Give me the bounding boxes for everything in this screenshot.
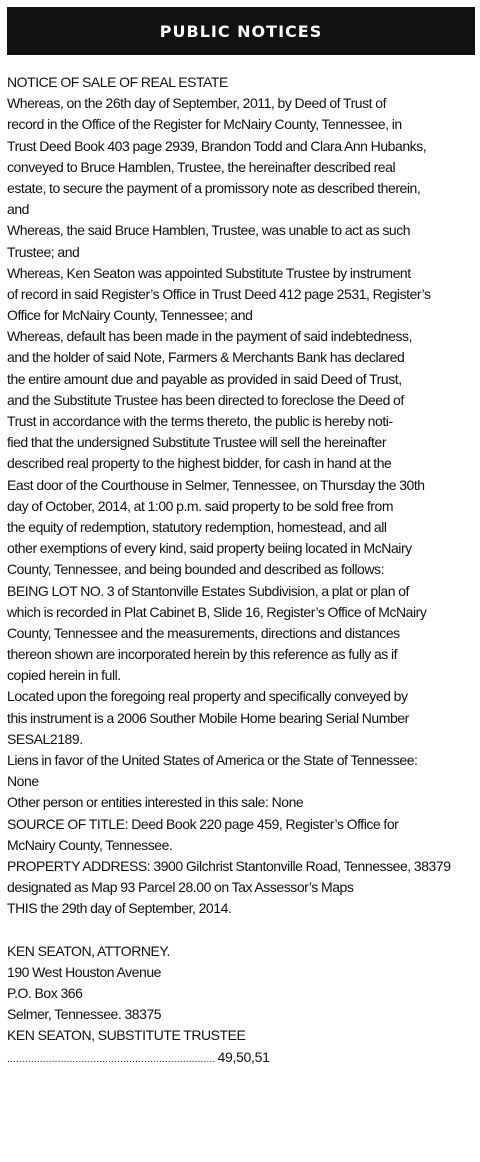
- notice-line: SOURCE OF TITLE: Deed Book 220 page 459, Register’s Office for: [7, 815, 399, 832]
- notice-line: THIS the 29th day of September, 2014.: [7, 900, 232, 917]
- notice-line: McNairy County, Tennessee.: [7, 836, 173, 853]
- notice-line: Whereas, default has been made in the payment of said indebtedness,: [7, 328, 413, 345]
- notice-line: Whereas, Ken Seaton was appointed Substitute Trustee by instrument: [7, 264, 411, 281]
- notice-line: County, Tennessee, and being bounded and described as follows:: [7, 561, 385, 578]
- notice-line: Whereas, on the 26th day of September, 2011, by Deed of Trust of: [7, 95, 387, 112]
- signature-line: KEN SEATON, ATTORNEY.: [7, 942, 170, 959]
- signature-line: KEN SEATON, SUBSTITUTE TRUSTEE: [7, 1027, 246, 1044]
- notice-line: East door of the Courthouse in Selmer, Tennessee, on Thursday the 30th: [7, 476, 425, 493]
- notice-line: of record in said Register’s Office in Trust Deed 412 page 2531, Register’s: [7, 285, 431, 302]
- notice-line: Liens in favor of the United States of America or the State of Tennessee:: [7, 752, 418, 768]
- notice-line: the equity of redemption, statutory redemption, homestead, and all: [7, 518, 387, 535]
- notice-line: described real property to the highest bidder, for cash in hand at the: [7, 455, 392, 472]
- notice-line: Trust Deed Book 403 page 2939, Brandon Todd and Clara Ann Hubanks,: [7, 137, 427, 154]
- notice-line: designated as Map 93 Parcel 28.00 on Tax Assessor’s Maps: [7, 879, 354, 896]
- notice-line: copied herein in full.: [7, 667, 121, 684]
- notice-line: and the holder of said Note, Farmers & Merchants Bank has declared: [7, 349, 405, 366]
- notice-line: day of October, 2014, at 1:00 p.m. said property to be sold free from: [7, 497, 394, 514]
- signature-line: 190 West Houston Avenue: [7, 963, 162, 980]
- notice-line: PROPERTY ADDRESS: 3900 Gilchrist Stantonville Road, Tennessee, 38379: [7, 857, 451, 874]
- notice-line: County, Tennessee and the measurements, directions and distances: [7, 624, 400, 641]
- notice-line: which is recorded in Plat Cabinet B, Slide 16, Register’s Office of McNairy: [7, 603, 427, 620]
- notice-line: None: [7, 773, 39, 790]
- dot-leader: ......................................................................: [7, 1053, 216, 1065]
- notice-line: BEING LOT NO. 3 of Stantonville Estates Subdivision, a plat or plan of: [7, 582, 409, 599]
- section-title: PUBLIC NOTICES: [159, 21, 323, 41]
- notice-line: and: [7, 201, 30, 218]
- notice-line: Located upon the foregoing real property and specifically conveyed by: [7, 688, 408, 705]
- notice-line: estate, to secure the payment of a promissory note as described therein,: [7, 179, 421, 196]
- notice-line: this instrument is a 2006 Souther Mobile Home bearing Serial Number: [7, 709, 409, 726]
- notice-line: Trustee; and: [7, 243, 80, 260]
- notice-line: thereon shown are incorporated herein by this reference as fully as if: [7, 646, 398, 663]
- notice-title: NOTICE OF SALE OF REAL ESTATE: [7, 74, 228, 90]
- notice-line: SESAL2189.: [7, 730, 83, 747]
- notice-line: Whereas, the said Bruce Hamblen, Trustee, was unable to act as such: [7, 222, 411, 239]
- notice-line: conveyed to Bruce Hamblen, Trustee, the hereinafter described real: [7, 158, 396, 175]
- signature-line: Selmer, Tennessee. 38375: [7, 1006, 162, 1023]
- signature-line: P.O. Box 366: [7, 985, 83, 1002]
- notice-line: other exemptions of every kind, said property beiing located in McNairy: [7, 540, 412, 557]
- run-dates: 49,50,51: [217, 1048, 270, 1065]
- notice-body: [7, 72, 475, 1068]
- notice-line: Office for McNairy County, Tennessee; and: [7, 307, 253, 324]
- run-dates-line: [7, 1047, 475, 1068]
- notice-line: Other person or entities interested in this sale: None: [7, 794, 304, 811]
- notice-line: record in the Office of the Register for McNairy County, Tennessee, in: [7, 116, 402, 133]
- blank-line: [7, 920, 475, 941]
- section-header: [7, 7, 475, 55]
- notice-line: fied that the undersigned Substitute Trustee will sell the hereinafter: [7, 434, 387, 451]
- notice-line: Trust in accordance with the terms thereto, the public is hereby noti-: [7, 413, 393, 429]
- notice-line: the entire amount due and payable as provided in said Deed of Trust,: [7, 370, 402, 387]
- notice-line: and the Substitute Trustee has been directed to foreclose the Deed of: [7, 391, 404, 408]
